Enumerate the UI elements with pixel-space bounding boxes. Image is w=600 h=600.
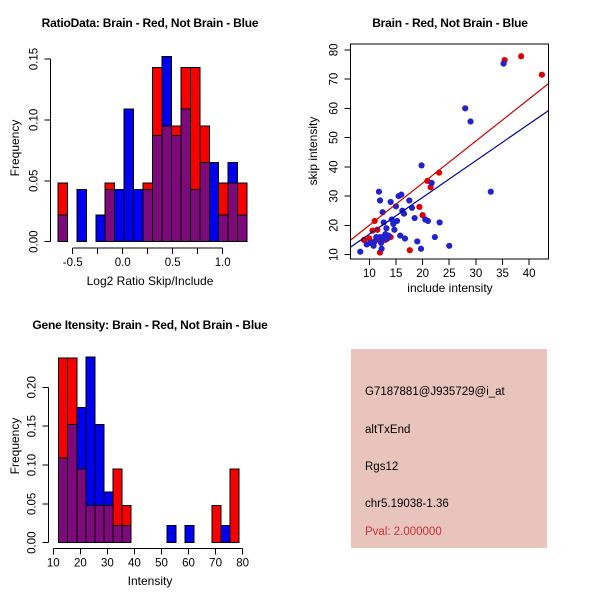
x-tick-label: 40 xyxy=(522,268,536,280)
y-tick-label: 80 xyxy=(328,43,341,57)
hist-bar-red xyxy=(230,469,239,543)
panel-intensity-scatter xyxy=(300,0,600,300)
ratio-histogram-ylabel: Frequency xyxy=(8,119,22,177)
hist-bar-overlap xyxy=(122,526,131,543)
x-tick-label: -0.5 xyxy=(62,257,83,269)
scatter-point-blue xyxy=(488,189,494,195)
scatter-point-blue xyxy=(377,197,383,203)
scatter-point-red xyxy=(539,72,545,78)
info-probe-id: G7187881@J935729@i_at xyxy=(365,386,505,398)
x-tick-label: 50 xyxy=(155,557,168,570)
x-tick-label: 30 xyxy=(100,557,114,570)
scatter-point-blue xyxy=(376,189,382,195)
scatter-title: Brain - Red, Not Brain - Blue xyxy=(372,16,528,30)
gene-histogram-plot xyxy=(0,300,300,600)
x-tick-label: 70 xyxy=(209,557,222,570)
scatter-point-blue xyxy=(388,199,394,205)
scatter-point-blue xyxy=(391,227,397,233)
scatter-point-blue xyxy=(414,238,420,244)
x-tick-label: 10 xyxy=(46,557,60,570)
info-pval: Pval: 2.000000 xyxy=(365,526,442,538)
gene-histogram-title: Gene Itensity: Brain - Red, Not Brain - Blue xyxy=(32,318,268,332)
y-tick-label: 0.05 xyxy=(28,169,41,193)
hist-bar-blue xyxy=(96,215,105,242)
hist-bar-overlap xyxy=(77,469,86,543)
scatter-xlabel: include intensity xyxy=(407,281,493,295)
info-location: chr5.19038-1.36 xyxy=(365,498,449,510)
scatter-point-blue xyxy=(398,192,404,198)
y-tick-label: 0.10 xyxy=(28,108,41,132)
hist-bar-blue xyxy=(134,189,144,241)
hist-bar-red xyxy=(212,505,221,542)
y-tick-label: 20 xyxy=(328,218,341,232)
hist-bar-overlap xyxy=(59,458,68,543)
hist-bar-overlap xyxy=(68,425,77,543)
y-tick-label: 0.05 xyxy=(26,492,39,516)
panel-gene-info xyxy=(300,300,600,600)
x-tick-label: 30 xyxy=(469,268,483,280)
scatter-ylabel: skip intensity xyxy=(306,116,320,186)
hist-bar-overlap xyxy=(95,505,104,542)
y-tick-label: 0.15 xyxy=(28,47,41,71)
hist-bar-blue xyxy=(77,189,86,241)
scatter-point-blue xyxy=(357,249,363,255)
scatter-point-red xyxy=(518,53,524,59)
hist-bar-blue xyxy=(221,526,230,543)
scatter-point-blue xyxy=(425,218,431,224)
hist-bar-overlap xyxy=(104,505,113,542)
scatter-point-blue xyxy=(412,215,418,221)
x-tick-label: 40 xyxy=(128,557,141,570)
y-tick-label: 10 xyxy=(328,248,341,262)
gene-histogram-ylabel: Frequency xyxy=(8,417,22,475)
y-tick-label: 0.00 xyxy=(28,230,41,253)
hist-bar-blue xyxy=(115,189,124,241)
x-tick-label: 20 xyxy=(416,268,430,280)
y-tick-label: 40 xyxy=(328,160,341,174)
x-tick-label: 80 xyxy=(236,557,250,570)
x-tick-label: 25 xyxy=(442,268,456,280)
brain-fit-line xyxy=(351,84,549,240)
panel-ratio-histogram xyxy=(0,0,300,300)
y-tick-label: 60 xyxy=(328,101,341,115)
x-tick-label: 35 xyxy=(496,268,509,280)
y-tick-label: 50 xyxy=(328,131,341,145)
hist-bar-overlap xyxy=(58,215,67,242)
hist-bar-overlap xyxy=(143,189,152,241)
hist-bar-overlap xyxy=(105,189,115,241)
scatter-point-blue xyxy=(418,162,424,168)
scatter-point-blue xyxy=(385,232,391,238)
hist-bar-blue xyxy=(209,163,218,242)
info-background xyxy=(351,349,547,548)
info-gene-name: Rgs12 xyxy=(365,461,399,473)
x-tick-label: 10 xyxy=(362,268,376,280)
ratio-histogram-title: RatioData: Brain - Red, Not Brain - Blue xyxy=(41,16,259,30)
scatter-point-blue xyxy=(383,225,389,231)
hist-bar-overlap xyxy=(238,215,248,242)
scatter-point-blue xyxy=(402,235,408,241)
hist-bar-overlap xyxy=(113,526,122,543)
hist-bar-blue xyxy=(185,526,194,543)
hist-bar-overlap xyxy=(171,136,181,242)
scatter-point-red xyxy=(416,204,422,210)
hist-bar-overlap xyxy=(190,189,200,241)
scatter-point-blue xyxy=(429,180,435,186)
y-tick-label: 30 xyxy=(328,189,341,203)
hist-bar-overlap xyxy=(162,126,171,242)
scatter-point-blue xyxy=(406,197,412,203)
not-brain-fit-line xyxy=(351,111,549,247)
y-tick-label: 0.00 xyxy=(26,531,39,554)
y-tick-label: 0.15 xyxy=(26,414,39,438)
hist-bar-overlap xyxy=(153,136,163,242)
scatter-point-blue xyxy=(446,243,452,249)
x-tick-label: 0.0 xyxy=(114,257,131,269)
hist-bar-blue xyxy=(167,526,176,543)
hist-bar-overlap xyxy=(200,163,210,242)
scatter-point-blue xyxy=(462,105,468,111)
scatter-point-blue xyxy=(394,218,400,224)
ratio-histogram-xlabel: Log2 Ratio Skip/Include xyxy=(86,274,214,288)
x-tick-label: 15 xyxy=(389,268,403,280)
y-tick-label: 0.10 xyxy=(26,453,39,477)
x-tick-label: 60 xyxy=(182,557,195,570)
x-tick-label: 20 xyxy=(73,557,87,570)
x-tick-label: 1.0 xyxy=(214,257,231,269)
scatter-point-blue xyxy=(432,234,438,240)
x-tick-label: 0.5 xyxy=(164,257,181,269)
panel-gene-intensity-histogram xyxy=(0,300,300,600)
y-tick-label: 0.20 xyxy=(26,376,39,399)
scatter-point-red xyxy=(407,247,413,253)
hist-bar-blue xyxy=(124,109,134,242)
gene-histogram-xlabel: Intensity xyxy=(127,574,173,588)
ratio-histogram-plot xyxy=(0,0,300,300)
y-tick-label: 70 xyxy=(328,72,341,86)
hist-bar-overlap xyxy=(219,215,229,242)
scatter-point-blue xyxy=(467,118,473,124)
hist-bar-overlap xyxy=(228,183,237,241)
hist-bar-overlap xyxy=(86,505,95,542)
scatter-point-blue xyxy=(378,246,384,252)
scatter-point-blue xyxy=(418,246,424,252)
scatter-plot xyxy=(300,0,600,300)
scatter-point-blue xyxy=(437,219,443,225)
scatter-point-blue xyxy=(500,60,506,66)
info-event-type: altTxEnd xyxy=(365,424,411,436)
hist-bar-overlap xyxy=(181,109,190,242)
